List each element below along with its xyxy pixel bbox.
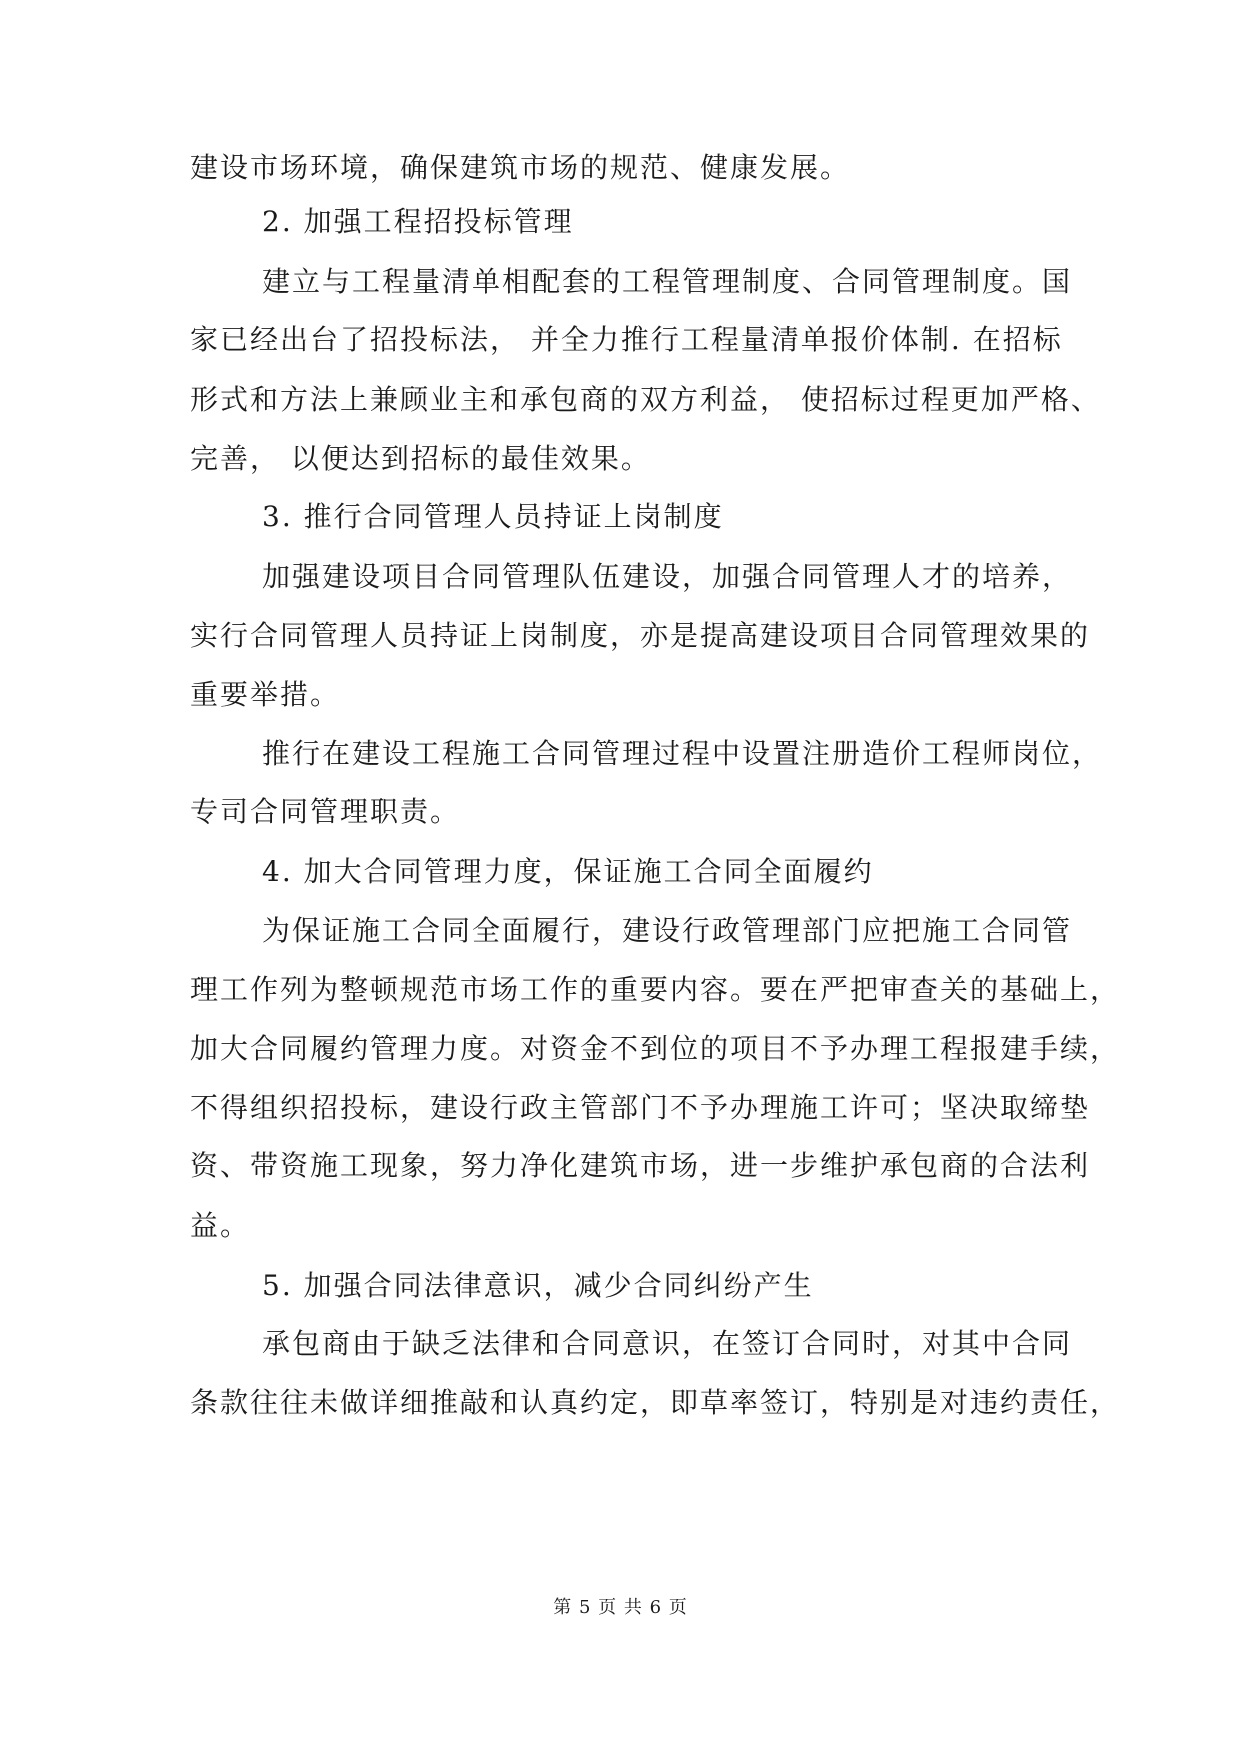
paragraph-line: 条款往往未做详细推敲和认真约定，即草率签订，特别是对违约责任， bbox=[190, 1386, 1121, 1419]
paragraph-line: 益。 bbox=[190, 1209, 251, 1242]
paragraph-line: 家已经出台了招投标法， 并全力推行工程量清单报价体制. 在招标 bbox=[190, 323, 1063, 356]
paragraph-line: 为保证施工合同全面履行，建设行政管理部门应把施工合同管 bbox=[262, 914, 1073, 947]
body-line: 建设市场环境，确保建筑市场的规范、健康发展。 bbox=[190, 151, 851, 184]
paragraph-line: 专司合同管理职责。 bbox=[190, 795, 461, 828]
paragraph-line: 重要举措。 bbox=[190, 678, 341, 711]
paragraph-line: 承包商由于缺乏法律和合同意识，在签订合同时，对其中合同 bbox=[262, 1327, 1073, 1360]
paragraph-line: 实行合同管理人员持证上岗制度，亦是提高建设项目合同管理效果的 bbox=[190, 619, 1091, 652]
paragraph-line: 理工作列为整顿规范市场工作的重要内容。要在严把审查关的基础上， bbox=[190, 973, 1121, 1006]
paragraph-line: 加大合同履约管理力度。对资金不到位的项目不予办理工程报建手续， bbox=[190, 1032, 1121, 1065]
section-heading: 4. 加大合同管理力度，保证施工合同全面履约 bbox=[262, 855, 874, 888]
paragraph-line: 不得组织招投标，建设行政主管部门不予办理施工许可；坚决取缔垫 bbox=[190, 1091, 1091, 1124]
paragraph-line: 完善， 以便达到招标的最佳效果。 bbox=[190, 442, 651, 475]
section-heading: 5. 加强合同法律意识，减少合同纠纷产生 bbox=[262, 1269, 814, 1302]
paragraph-line: 推行在建设工程施工合同管理过程中设置注册造价工程师岗位， bbox=[262, 737, 1103, 770]
section-heading: 3. 推行合同管理人员持证上岗制度 bbox=[262, 500, 724, 533]
section-heading: 2. 加强工程招投标管理 bbox=[262, 205, 574, 238]
paragraph-line: 加强建设项目合同管理队伍建设，加强合同管理人才的培养， bbox=[262, 560, 1073, 593]
page-number-footer: 第 5 页 共 6 页 bbox=[553, 1597, 688, 1618]
paragraph-line: 建立与工程量清单相配套的工程管理制度、合同管理制度。国 bbox=[262, 265, 1073, 298]
paragraph-line: 资、带资施工现象，努力净化建筑市场，进一步维护承包商的合法利 bbox=[190, 1149, 1091, 1182]
paragraph-line: 形式和方法上兼顾业主和承包商的双方利益， 使招标过程更加严格、 bbox=[190, 383, 1101, 416]
